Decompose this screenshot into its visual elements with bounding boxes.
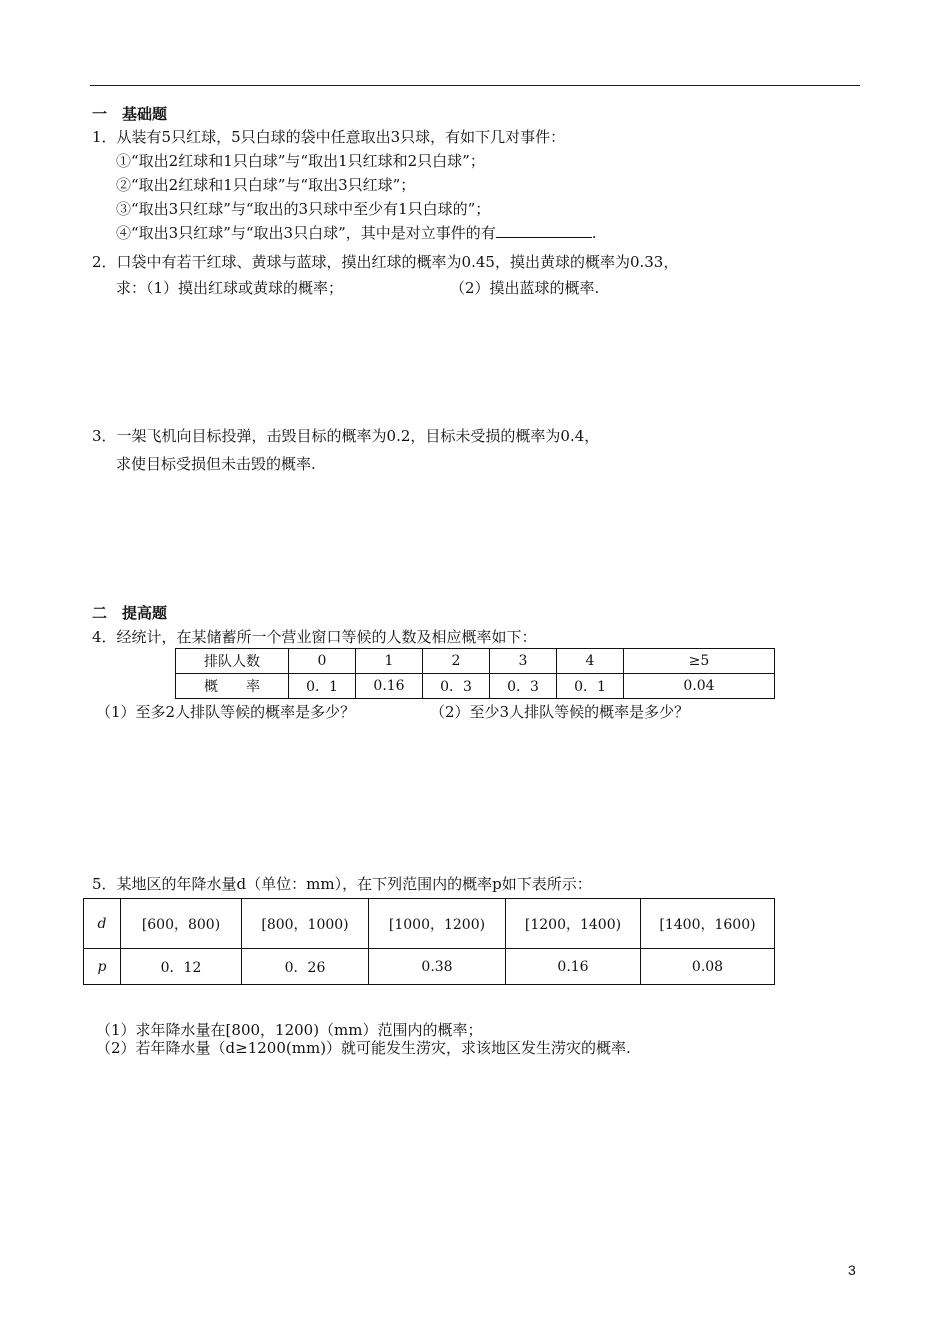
table-header-cell: d xyxy=(84,899,121,949)
question-4-sub-2: （2）至少3人排队等候的概率是多少？ xyxy=(430,703,690,721)
question-5-sub-1: （1）求年降水量在[800，1200)（mm）范围内的概率； xyxy=(96,1021,483,1039)
table-cell: ≥5 xyxy=(624,649,775,674)
question-1-item-1: ①“取出2红球和1只白球”与“取出1只红球和2只白球”； xyxy=(116,152,485,170)
table-cell: 0.16 xyxy=(506,949,641,985)
header-rule xyxy=(90,85,860,86)
question-1-stem: 1．从装有5只红球，5只白球的袋中任意取出3只球，有如下几对事件： xyxy=(92,128,566,146)
table-cell: [1200，1400) xyxy=(506,899,641,949)
table-row xyxy=(84,949,775,985)
answer-blank xyxy=(496,223,592,238)
question-5-sub-2: （2）若年降水量（d≥1200(mm)）就可能发生涝灾，求该地区发生涝灾的概率. xyxy=(96,1039,631,1057)
table-cell: [800，1000) xyxy=(242,899,369,949)
table-row xyxy=(176,649,775,674)
table-header-cell: 概 率 xyxy=(176,674,289,699)
question-1-item-2: ②“取出2红球和1只白球”与“取出3只红球”； xyxy=(116,176,416,194)
rainfall-probability-table xyxy=(83,898,775,985)
table-cell: 0．1 xyxy=(289,674,356,699)
table-cell: 0．1 xyxy=(557,674,624,699)
question-3-line-1: 3．一架飞机向目标投弹，击毁目标的概率为0.2，目标未受损的概率为0.4， xyxy=(92,427,600,445)
table-cell: [1000，1200) xyxy=(369,899,506,949)
table-cell: 3 xyxy=(490,649,557,674)
question-4-stem: 4．经统计，在某储蓄所一个营业窗口等候的人数及相应概率如下： xyxy=(92,628,537,646)
table-cell: 0．26 xyxy=(242,949,369,985)
table-cell: 4 xyxy=(557,649,624,674)
table-cell: [600，800) xyxy=(121,899,242,949)
section-title-advanced: 二 提高题 xyxy=(92,604,168,622)
table-header-cell: p xyxy=(84,949,121,985)
table-cell: 2 xyxy=(423,649,490,674)
table-row xyxy=(176,674,775,699)
page-number: 3 xyxy=(848,1262,856,1278)
question-1-item-3: ③“取出3只红球”与“取出的3只球中至少有1只白球的”； xyxy=(116,200,491,218)
question-3-line-2: 求使目标受损但未击毁的概率. xyxy=(116,455,316,473)
table-cell: 0．3 xyxy=(423,674,490,699)
table-cell: 0.38 xyxy=(369,949,506,985)
queue-probability-table xyxy=(175,648,775,699)
section-title-basic: 一 基础题 xyxy=(92,105,168,123)
table-row xyxy=(84,899,775,949)
table-cell: 0.08 xyxy=(641,949,775,985)
question-1-item-4-text: ④“取出3只红球”与“取出3只白球”，其中是对立事件的有 xyxy=(116,224,496,242)
table-cell: [1400，1600) xyxy=(641,899,775,949)
question-2-sub-2: （2）摸出蓝球的概率. xyxy=(450,279,600,297)
table-header-cell: 排队人数 xyxy=(176,649,289,674)
question-4-sub-1: （1）至多2人排队等候的概率是多少？ xyxy=(96,703,356,721)
question-5-stem: 5．某地区的年降水量d（单位：mm），在下列范围内的概率p如下表所示： xyxy=(92,875,592,893)
question-1-item-4-end: . xyxy=(591,224,597,242)
question-2-sub-1: 求：（1）摸出红球或黄球的概率； xyxy=(116,279,344,297)
table-cell: 0 xyxy=(289,649,356,674)
table-cell: 0.04 xyxy=(624,674,775,699)
table-cell: 1 xyxy=(356,649,423,674)
question-2-line-1: 2．口袋中有若干红球、黄球与蓝球，摸出红球的概率为0.45，摸出黄球的概率为0.33， xyxy=(92,253,679,271)
question-1-item-4 xyxy=(116,222,597,243)
table-cell: 0．12 xyxy=(121,949,242,985)
table-cell: 0．3 xyxy=(490,674,557,699)
table-cell: 0.16 xyxy=(356,674,423,699)
